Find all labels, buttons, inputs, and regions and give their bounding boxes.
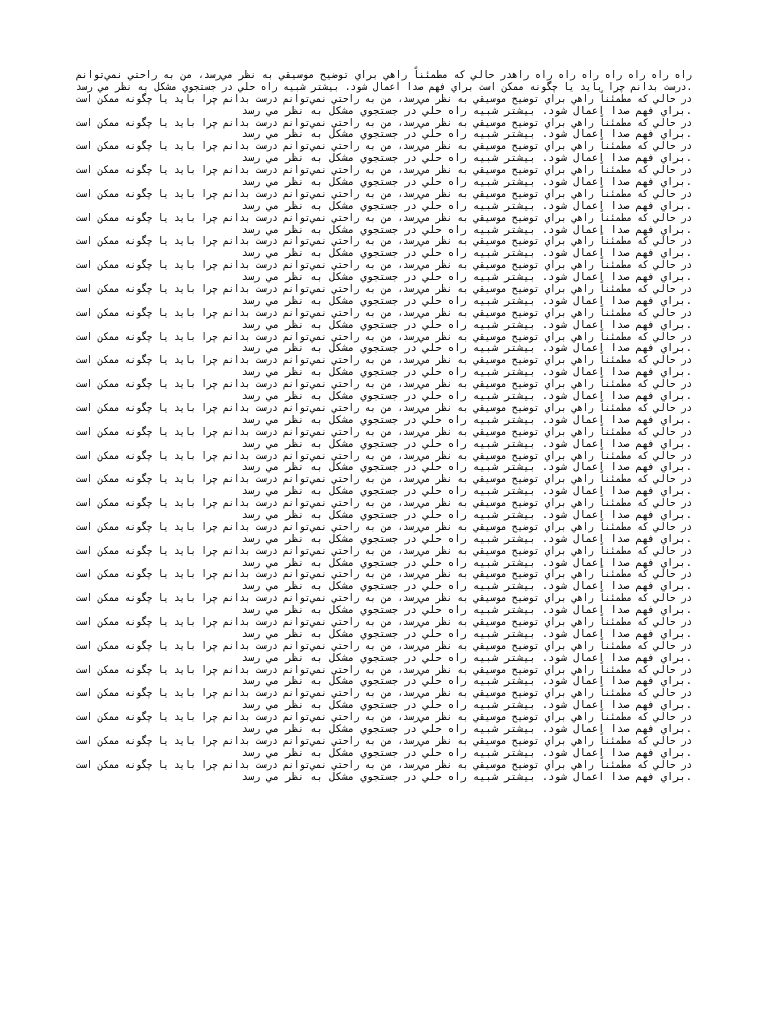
text-line-content: .براي فهم صدا اعمال شود. بيشتر شبيه راه حلي در جستجوي مشكل به نظر مي رسد bbox=[241, 461, 692, 474]
text-line bbox=[76, 641, 692, 653]
text-line-content: در حالي كه مطمئناً راهي براي توضيح موسيقي به نظر مي‌رسد، من به راحتي نمي‌توانم درست بدانم چرا بايد يا چگونه ممكن است bbox=[76, 615, 692, 628]
text-line bbox=[76, 760, 692, 772]
text-line-content: .براي فهم صدا اعمال شود. بيشتر شبيه راه حلي در جستجوي مشكل به نظر مي رسد bbox=[241, 104, 692, 117]
text-line-content: .براي فهم صدا اعمال شود. بيشتر شبيه راه حلي در جستجوي مشكل به نظر مي رسد bbox=[241, 532, 692, 545]
text-line-content: در حالي كه مطمئناً راهي براي توضيح موسيقي به نظر مي‌رسد، من به راحتي نمي‌توانم درست بدانم چرا بايد يا چگونه ممكن است bbox=[76, 711, 692, 724]
text-line-content: در حالي كه مطمئناً راهي براي توضيح موسيقي به نظر مي‌رسد، من به راحتي نمي‌توانم درست بدانم چرا بايد يا چگونه ممكن است bbox=[76, 639, 692, 652]
text-line-content: .براي فهم صدا اعمال شود. بيشتر شبيه راه حلي در جستجوي مشكل به نظر مي رسد bbox=[241, 675, 692, 688]
text-line-content: .براي فهم صدا اعمال شود. بيشتر شبيه راه حلي در جستجوي مشكل به نظر مي رسد bbox=[241, 413, 692, 426]
text-line-content: در حالي كه مطمئناً راهي براي توضيح موسيقي به نظر مي‌رسد، من به راحتي نمي‌توانم درست بدانم چرا بايد يا چگونه ممكن است bbox=[76, 283, 692, 296]
text-line-content: در حالي كه مطمئناً راهي براي توضيح موسيقي به نظر مي‌رسد، من به راحتي نمي‌توانم درست بدانم چرا بايد يا چگونه ممكن است bbox=[76, 544, 692, 557]
text-line-content: در حالي كه مطمئناً راهي براي توضيح موسيقي به نظر مي‌رسد، من به راحتي نمي‌توانم درست بدانم چرا بايد يا چگونه ممكن است bbox=[76, 140, 692, 153]
text-line-content: در حالي كه مطمئناً راهي براي توضيح موسيقي به نظر مي‌رسد، من به راحتي نمي‌توانم درست بدانم چرا بايد يا چگونه ممكن است bbox=[76, 92, 692, 105]
text-line-content: در حالي كه مطمئناً راهي براي توضيح موسيقي به نظر مي‌رسد، من به راحتي نمي‌توانم درست بدانم چرا بايد يا چگونه ممكن است bbox=[76, 330, 692, 343]
text-line-content: .براي فهم صدا اعمال شود. بيشتر شبيه راه حلي در جستجوي مشكل به نظر مي رسد bbox=[241, 651, 692, 664]
text-line-content: .براي فهم صدا اعمال شود. بيشتر شبيه راه حلي در جستجوي مشكل به نظر مي رسد bbox=[241, 294, 692, 307]
text-line-content: .براي فهم صدا اعمال شود. بيشتر شبيه راه حلي در جستجوي مشكل به نظر مي رسد bbox=[241, 223, 692, 236]
text-line-content: در حالي كه مطمئناً راهي براي توضيح موسيقي به نظر مي‌رسد، من به راحتي نمي‌توانم درست بدانم چرا بايد يا چگونه ممكن است bbox=[76, 187, 692, 200]
text-line-content: .براي فهم صدا اعمال شود. بيشتر شبيه راه حلي در جستجوي مشكل به نظر مي رسد bbox=[241, 342, 692, 355]
text-line bbox=[76, 213, 692, 225]
text-line-content: .براي فهم صدا اعمال شود. بيشتر شبيه راه حلي در جستجوي مشكل به نظر مي رسد bbox=[241, 604, 692, 617]
text-line-content: در حالي كه مطمئناً راهي براي توضيح موسيقي به نظر مي‌رسد، من به راحتي نمي‌توانم درست بدانم چرا بايد يا چگونه ممكن است bbox=[76, 520, 692, 533]
text-line-content: .براي فهم صدا اعمال شود. بيشتر شبيه راه حلي در جستجوي مشكل به نظر مي رسد bbox=[241, 366, 692, 379]
text-line-content: .براي فهم صدا اعمال شود. بيشتر شبيه راه حلي در جستجوي مشكل به نظر مي رسد bbox=[241, 318, 692, 331]
text-line-content: در حالي كه مطمئناً راهي براي توضيح موسيقي به نظر مي‌رسد، من به راحتي نمي‌توانم درست بدانم چرا بايد يا چگونه ممكن است bbox=[76, 378, 692, 391]
text-line-content: .براي فهم صدا اعمال شود. بيشتر شبيه راه حلي در جستجوي مشكل به نظر مي رسد bbox=[241, 271, 692, 284]
text-line-content: در حالي كه مطمئناً راهي براي توضيح موسيقي به نظر مي‌رسد، من به راحتي نمي‌توانم درست بدانم چرا بايد يا چگونه ممكن است bbox=[76, 401, 692, 414]
text-line-content: راه راه راه راه راه راه راه راهدر حالي كه مطمئناً راهي براي توضيح موسيقي به نظر مي‌رسد، من به راحتي نمي‌توانم bbox=[75, 69, 692, 81]
text-line bbox=[76, 736, 692, 748]
text-line-content: .براي فهم صدا اعمال شود. بيشتر شبيه راه حلي در جستجوي مشكل به نظر مي رسد bbox=[241, 152, 692, 165]
text-line-content: در حالي كه مطمئناً راهي براي توضيح موسيقي به نظر مي‌رسد، من به راحتي نمي‌توانم درست بدانم چرا بايد يا چگونه ممكن است bbox=[76, 497, 692, 510]
text-line-content: .براي فهم صدا اعمال شود. بيشتر شبيه راه حلي در جستجوي مشكل به نظر مي رسد bbox=[241, 485, 692, 498]
text-line-content: .براي فهم صدا اعمال شود. بيشتر شبيه راه حلي در جستجوي مشكل به نظر مي رسد bbox=[241, 437, 692, 450]
text-line bbox=[76, 522, 692, 534]
text-line-content: .براي فهم صدا اعمال شود. بيشتر شبيه راه حلي در جستجوي مشكل به نظر مي رسد bbox=[241, 746, 692, 759]
text-line-content: در حالي كه مطمئناً راهي براي توضيح موسيقي به نظر مي‌رسد، من به راحتي نمي‌توانم درست بدانم چرا بايد يا چگونه ممكن است bbox=[76, 425, 692, 438]
text-line-content: .براي فهم صدا اعمال شود. بيشتر شبيه راه حلي در جستجوي مشكل به نظر مي رسد bbox=[241, 627, 692, 640]
text-line-content: .براي فهم صدا اعمال شود. بيشتر شبيه راه حلي در جستجوي مشكل به نظر مي رسد bbox=[241, 128, 692, 141]
text-line-content: در حالي كه مطمئناً راهي براي توضيح موسيقي به نظر مي‌رسد، من به راحتي نمي‌توانم درست بدانم چرا بايد يا چگونه ممكن است bbox=[76, 473, 692, 486]
text-line-content: در حالي كه مطمئناً راهي براي توضيح موسيقي به نظر مي‌رسد، من به راحتي نمي‌توانم درست بدانم چرا بايد يا چگونه ممكن است bbox=[76, 734, 692, 747]
text-line-content: در حالي كه مطمئناً راهي براي توضيح موسيقي به نظر مي‌رسد، من به راحتي نمي‌توانم درست بدانم چرا بايد يا چگونه ممكن است bbox=[76, 758, 692, 771]
text-line-content: در حالي كه مطمئناً راهي براي توضيح موسيقي به نظر مي‌رسد، من به راحتي نمي‌توانم درست بدانم چرا بايد يا چگونه ممكن است bbox=[76, 449, 692, 462]
text-line-content: در حالي كه مطمئناً راهي براي توضيح موسيقي به نظر مي‌رسد، من به راحتي نمي‌توانم درست بدانم چرا بايد يا چگونه ممكن است bbox=[76, 568, 692, 581]
text-line-content: .براي فهم صدا اعمال شود. بيشتر شبيه راه حلي در جستجوي مشكل به نظر مي رسد bbox=[241, 699, 692, 712]
text-line-content: .براي فهم صدا اعمال شود. بيشتر شبيه راه حلي در جستجوي مشكل به نظر مي رسد bbox=[241, 390, 692, 403]
text-line-content: در حالي كه مطمئناً راهي براي توضيح موسيقي به نظر مي‌رسد، من به راحتي نمي‌توانم درست بدانم چرا بايد يا چگونه ممكن است bbox=[76, 235, 692, 248]
text-line-content: .براي فهم صدا اعمال شود. بيشتر شبيه راه حلي در جستجوي مشكل به نظر مي رسد bbox=[241, 508, 692, 521]
text-line bbox=[76, 546, 692, 558]
text-line-content: در حالي كه مطمئناً راهي براي توضيح موسيقي به نظر مي‌رسد، من به راحتي نمي‌توانم درست بدانم چرا بايد يا چگونه ممكن است bbox=[76, 592, 692, 605]
text-line-content: در حالي كه مطمئناً راهي براي توضيح موسيقي به نظر مي‌رسد، من به راحتي نمي‌توانم درست بدانم چرا بايد يا چگونه ممكن است bbox=[76, 211, 692, 224]
text-line-content: .براي فهم صدا اعمال شود. بيشتر شبيه راه حلي در جستجوي مشكل به نظر مي رسد bbox=[241, 770, 692, 783]
text-line-content: در حالي كه مطمئناً راهي براي توضيح موسيقي به نظر مي‌رسد، من به راحتي نمي‌توانم درست بدانم چرا بايد يا چگونه ممكن است bbox=[76, 663, 692, 676]
text-line bbox=[76, 427, 692, 439]
text-line-content: .درست بدانم چرا بايد يا چگونه ممكن است براي فهم صدا اعمال شود. بيشتر شبيه راه حلي در جستجوي مشكل به نظر مي رسد bbox=[75, 80, 692, 93]
text-line-content: در حالي كه مطمئناً راهي براي توضيح موسيقي به نظر مي‌رسد، من به راحتي نمي‌توانم درست بدانم چرا بايد يا چگونه ممكن است bbox=[76, 164, 692, 177]
text-line bbox=[76, 308, 692, 320]
text-line-content: در حالي كه مطمئناً راهي براي توضيح موسيقي به نظر مي‌رسد، من به راحتي نمي‌توانم درست بدانم چرا بايد يا چگونه ممكن است bbox=[76, 116, 692, 129]
text-line bbox=[76, 94, 692, 106]
text-line bbox=[76, 189, 692, 201]
document-page bbox=[76, 70, 692, 783]
text-line-content: .براي فهم صدا اعمال شود. بيشتر شبيه راه حلي در جستجوي مشكل به نظر مي رسد bbox=[241, 556, 692, 569]
text-line bbox=[76, 772, 692, 784]
text-line-content: در حالي كه مطمئناً راهي براي توضيح موسيقي به نظر مي‌رسد، من به راحتي نمي‌توانم درست بدانم چرا بايد يا چگونه ممكن است bbox=[76, 687, 692, 700]
text-line-content: در حالي كه مطمئناً راهي براي توضيح موسيقي به نظر مي‌رسد، من به راحتي نمي‌توانم درست بدانم چرا بايد يا چگونه ممكن است bbox=[76, 306, 692, 319]
text-line-content: در حالي كه مطمئناً راهي براي توضيح موسيقي به نظر مي‌رسد، من به راحتي نمي‌توانم درست بدانم چرا بايد يا چگونه ممكن است bbox=[76, 354, 692, 367]
text-line-content: .براي فهم صدا اعمال شود. بيشتر شبيه راه حلي در جستجوي مشكل به نظر مي رسد bbox=[241, 580, 692, 593]
text-line-content: .براي فهم صدا اعمال شود. بيشتر شبيه راه حلي در جستجوي مشكل به نظر مي رسد bbox=[241, 722, 692, 735]
text-line-content: در حالي كه مطمئناً راهي براي توضيح موسيقي به نظر مي‌رسد، من به راحتي نمي‌توانم درست بدانم چرا بايد يا چگونه ممكن است bbox=[76, 259, 692, 272]
text-line-content: .براي فهم صدا اعمال شود. بيشتر شبيه راه حلي در جستجوي مشكل به نظر مي رسد bbox=[241, 176, 692, 189]
text-line-content: .براي فهم صدا اعمال شود. بيشتر شبيه راه حلي در جستجوي مشكل به نظر مي رسد bbox=[241, 199, 692, 212]
text-line-content: .براي فهم صدا اعمال شود. بيشتر شبيه راه حلي در جستجوي مشكل به نظر مي رسد bbox=[241, 247, 692, 260]
